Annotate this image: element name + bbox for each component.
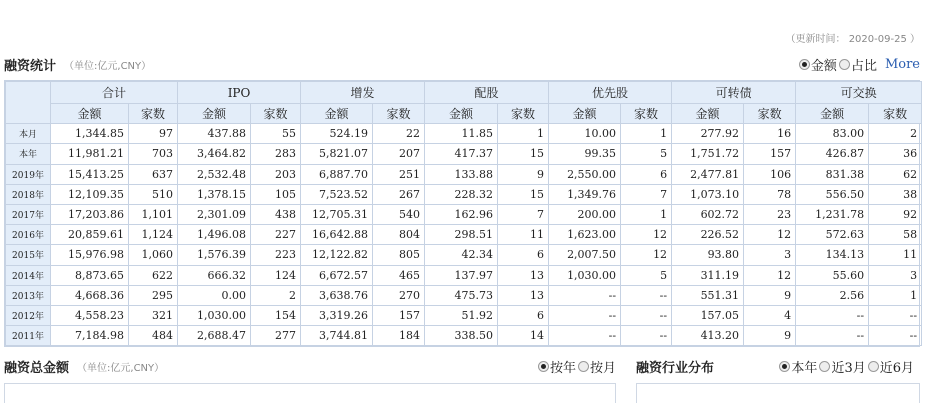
cell-amount: 551.31 bbox=[672, 285, 744, 305]
cell-count: 4 bbox=[744, 305, 796, 325]
table-row bbox=[6, 164, 922, 184]
cell-amount: 602.72 bbox=[672, 204, 744, 224]
sub-header-amount: 金额 bbox=[796, 104, 869, 124]
cell-amount: 1,030.00 bbox=[178, 305, 251, 325]
cell-count: 7 bbox=[498, 204, 549, 224]
cell-amount: 137.97 bbox=[425, 265, 498, 285]
radio-last-6m-label[interactable]: 近6月 bbox=[879, 361, 914, 376]
radio-ratio[interactable] bbox=[839, 59, 850, 70]
radio-ratio-label[interactable]: 占比 bbox=[850, 59, 877, 74]
cell-count: 11 bbox=[498, 225, 549, 245]
row-label: 2014年 bbox=[6, 265, 51, 285]
cell-count: 92 bbox=[869, 204, 922, 224]
cell-count: 157 bbox=[373, 305, 425, 325]
cell-amount: 7,184.98 bbox=[51, 326, 129, 346]
cell-count: 267 bbox=[373, 184, 425, 204]
cell-amount: 133.88 bbox=[425, 164, 498, 184]
cell-amount: -- bbox=[796, 305, 869, 325]
cell-count: 805 bbox=[373, 245, 425, 265]
total-toggle bbox=[538, 357, 618, 376]
cell-amount: 5,821.07 bbox=[301, 144, 373, 164]
cell-count: 13 bbox=[498, 265, 549, 285]
cell-amount: 426.87 bbox=[796, 144, 869, 164]
cell-amount: 93.80 bbox=[672, 245, 744, 265]
cell-count: 9 bbox=[744, 285, 796, 305]
cell-amount: 3,319.26 bbox=[301, 305, 373, 325]
cell-count: 465 bbox=[373, 265, 425, 285]
sub-header-amount: 金额 bbox=[425, 104, 498, 124]
cell-amount: 1,030.00 bbox=[549, 265, 621, 285]
industry-chart-panel bbox=[636, 383, 920, 403]
cell-count: 15 bbox=[498, 144, 549, 164]
cell-amount: 11,981.21 bbox=[51, 144, 129, 164]
cell-amount: 157.05 bbox=[672, 305, 744, 325]
cell-amount: 338.50 bbox=[425, 326, 498, 346]
cell-count: 5 bbox=[621, 144, 672, 164]
sub-header-count: 家数 bbox=[129, 104, 178, 124]
cell-count: 13 bbox=[498, 285, 549, 305]
cell-amount: 226.52 bbox=[672, 225, 744, 245]
cell-amount: 1,576.39 bbox=[178, 245, 251, 265]
cell-amount: 417.37 bbox=[425, 144, 498, 164]
row-label: 2011年 bbox=[6, 326, 51, 346]
cell-amount: 298.51 bbox=[425, 225, 498, 245]
cell-count: 283 bbox=[251, 144, 301, 164]
table-row bbox=[6, 204, 922, 224]
cell-amount: 1,378.15 bbox=[178, 184, 251, 204]
cell-count: 124 bbox=[251, 265, 301, 285]
cell-count: 1 bbox=[869, 285, 922, 305]
group-header: 配股 bbox=[425, 82, 549, 104]
cell-count: 12 bbox=[621, 245, 672, 265]
group-header: 可转债 bbox=[672, 82, 796, 104]
cell-amount: 1,231.78 bbox=[796, 204, 869, 224]
industry-title: 融资行业分布 bbox=[636, 360, 715, 376]
row-label: 2016年 bbox=[6, 225, 51, 245]
cell-amount: 2,301.09 bbox=[178, 204, 251, 224]
cell-count: 510 bbox=[129, 184, 178, 204]
stats-unit: （单位:亿元,CNY） bbox=[64, 60, 152, 72]
cell-count: 97 bbox=[129, 124, 178, 144]
cell-amount: 51.92 bbox=[425, 305, 498, 325]
cell-amount: 99.35 bbox=[549, 144, 621, 164]
cell-amount: 4,558.23 bbox=[51, 305, 129, 325]
cell-amount: 1,344.85 bbox=[51, 124, 129, 144]
cell-amount: 666.32 bbox=[178, 265, 251, 285]
sub-header-amount: 金额 bbox=[301, 104, 373, 124]
industry-toggle bbox=[779, 357, 916, 376]
cell-count: 804 bbox=[373, 225, 425, 245]
cell-amount: 15,413.25 bbox=[51, 164, 129, 184]
cell-amount: 1,349.76 bbox=[549, 184, 621, 204]
cell-amount: 831.38 bbox=[796, 164, 869, 184]
cell-count: 637 bbox=[129, 164, 178, 184]
cell-count: 1,124 bbox=[129, 225, 178, 245]
table-corner bbox=[6, 82, 51, 124]
table-row bbox=[6, 285, 922, 305]
total-unit: （单位:亿元,CNY） bbox=[77, 362, 165, 374]
cell-amount: 12,705.31 bbox=[301, 204, 373, 224]
cell-amount: 6,672.57 bbox=[301, 265, 373, 285]
group-header: 增发 bbox=[301, 82, 425, 104]
cell-amount: 3,464.82 bbox=[178, 144, 251, 164]
cell-amount: -- bbox=[549, 305, 621, 325]
cell-count: 270 bbox=[373, 285, 425, 305]
cell-amount: 2,688.47 bbox=[178, 326, 251, 346]
cell-amount: 3,744.81 bbox=[301, 326, 373, 346]
cell-count: 438 bbox=[251, 204, 301, 224]
cell-amount: 6,887.70 bbox=[301, 164, 373, 184]
cell-count: 15 bbox=[498, 184, 549, 204]
row-label: 2017年 bbox=[6, 204, 51, 224]
sub-header-count: 家数 bbox=[869, 104, 922, 124]
cell-count: 62 bbox=[869, 164, 922, 184]
sub-header-count: 家数 bbox=[621, 104, 672, 124]
cell-count: 703 bbox=[129, 144, 178, 164]
cell-amount: 2.56 bbox=[796, 285, 869, 305]
cell-amount: 277.92 bbox=[672, 124, 744, 144]
cell-count: 622 bbox=[129, 265, 178, 285]
cell-amount: 12,122.82 bbox=[301, 245, 373, 265]
cell-amount: 2,532.48 bbox=[178, 164, 251, 184]
cell-amount: 556.50 bbox=[796, 184, 869, 204]
radio-amount[interactable] bbox=[799, 59, 810, 70]
radio-by-year-label[interactable]: 按年 bbox=[550, 361, 577, 376]
cell-amount: 2,477.81 bbox=[672, 164, 744, 184]
cell-amount: 0.00 bbox=[178, 285, 251, 305]
cell-amount: 10.00 bbox=[549, 124, 621, 144]
cell-amount: 7,523.52 bbox=[301, 184, 373, 204]
cell-amount: 200.00 bbox=[549, 204, 621, 224]
cell-count: 203 bbox=[251, 164, 301, 184]
more-link[interactable]: More bbox=[884, 57, 920, 72]
cell-count: 484 bbox=[129, 326, 178, 346]
cell-amount: 8,873.65 bbox=[51, 265, 129, 285]
cell-count: 106 bbox=[744, 164, 796, 184]
cell-count: 154 bbox=[251, 305, 301, 325]
sub-header-count: 家数 bbox=[498, 104, 549, 124]
cell-count: 12 bbox=[744, 265, 796, 285]
cell-count: 55 bbox=[251, 124, 301, 144]
cell-count: 7 bbox=[621, 184, 672, 204]
cell-amount: 311.19 bbox=[672, 265, 744, 285]
cell-amount: 1,751.72 bbox=[672, 144, 744, 164]
cell-amount: 17,203.86 bbox=[51, 204, 129, 224]
total-header bbox=[4, 356, 164, 376]
cell-count: 223 bbox=[251, 245, 301, 265]
cell-amount: 20,859.61 bbox=[51, 225, 129, 245]
sub-header-count: 家数 bbox=[251, 104, 301, 124]
row-label: 本月 bbox=[6, 124, 51, 144]
sub-header-amount: 金额 bbox=[549, 104, 621, 124]
cell-amount: 15,976.98 bbox=[51, 245, 129, 265]
cell-amount: 12,109.35 bbox=[51, 184, 129, 204]
cell-count: 1,060 bbox=[129, 245, 178, 265]
cell-count: -- bbox=[869, 305, 922, 325]
sub-header-count: 家数 bbox=[744, 104, 796, 124]
cell-count: 251 bbox=[373, 164, 425, 184]
cell-amount: 134.13 bbox=[796, 245, 869, 265]
group-header: 优先股 bbox=[549, 82, 672, 104]
stats-table bbox=[4, 80, 920, 347]
cell-amount: 83.00 bbox=[796, 124, 869, 144]
cell-count: 38 bbox=[869, 184, 922, 204]
row-label: 2019年 bbox=[6, 164, 51, 184]
cell-amount: -- bbox=[549, 285, 621, 305]
table-row bbox=[6, 184, 922, 204]
cell-count: 1 bbox=[621, 124, 672, 144]
row-label: 2018年 bbox=[6, 184, 51, 204]
cell-count: 6 bbox=[621, 164, 672, 184]
row-label: 2013年 bbox=[6, 285, 51, 305]
cell-amount: 437.88 bbox=[178, 124, 251, 144]
cell-count: 1 bbox=[498, 124, 549, 144]
cell-amount: 413.20 bbox=[672, 326, 744, 346]
cell-amount: -- bbox=[796, 326, 869, 346]
cell-count: 184 bbox=[373, 326, 425, 346]
cell-count: 11 bbox=[869, 245, 922, 265]
cell-count: 9 bbox=[498, 164, 549, 184]
cell-amount: 16,642.88 bbox=[301, 225, 373, 245]
table-row bbox=[6, 144, 922, 164]
cell-amount: 2,550.00 bbox=[549, 164, 621, 184]
total-chart-panel bbox=[4, 383, 616, 403]
cell-count: 227 bbox=[251, 225, 301, 245]
cell-count: 540 bbox=[373, 204, 425, 224]
radio-last-3m[interactable] bbox=[819, 361, 830, 372]
cell-count: 3 bbox=[869, 265, 922, 285]
table-row bbox=[6, 326, 922, 346]
radio-this-year[interactable] bbox=[779, 361, 790, 372]
row-label: 2012年 bbox=[6, 305, 51, 325]
cell-count: 295 bbox=[129, 285, 178, 305]
stats-header bbox=[4, 54, 151, 74]
industry-header bbox=[636, 356, 714, 376]
cell-count: 9 bbox=[744, 326, 796, 346]
cell-count: 3 bbox=[744, 245, 796, 265]
cell-amount: 1,623.00 bbox=[549, 225, 621, 245]
cell-count: 58 bbox=[869, 225, 922, 245]
cell-count: 157 bbox=[744, 144, 796, 164]
sub-header-amount: 金额 bbox=[178, 104, 251, 124]
table-row bbox=[6, 124, 922, 144]
cell-amount: 162.96 bbox=[425, 204, 498, 224]
cell-count: -- bbox=[621, 305, 672, 325]
cell-amount: 524.19 bbox=[301, 124, 373, 144]
cell-count: 36 bbox=[869, 144, 922, 164]
group-header: 合计 bbox=[51, 82, 178, 104]
cell-count: 22 bbox=[373, 124, 425, 144]
sub-header-amount: 金额 bbox=[672, 104, 744, 124]
cell-count: 277 bbox=[251, 326, 301, 346]
cell-count: -- bbox=[869, 326, 922, 346]
cell-count: 2 bbox=[869, 124, 922, 144]
cell-amount: 4,668.36 bbox=[51, 285, 129, 305]
cell-count: -- bbox=[621, 326, 672, 346]
table-row bbox=[6, 245, 922, 265]
table-row bbox=[6, 265, 922, 285]
cell-count: 105 bbox=[251, 184, 301, 204]
total-title: 融资总金额 bbox=[4, 360, 70, 376]
cell-count: 5 bbox=[621, 265, 672, 285]
update-time: （更新时间： 2020-09-25 ） bbox=[785, 34, 920, 45]
cell-count: 1,101 bbox=[129, 204, 178, 224]
radio-this-year-label[interactable]: 本年 bbox=[791, 361, 818, 376]
cell-amount: 1,073.10 bbox=[672, 184, 744, 204]
cell-amount: 475.73 bbox=[425, 285, 498, 305]
cell-count: 12 bbox=[744, 225, 796, 245]
row-label: 本年 bbox=[6, 144, 51, 164]
cell-count: 78 bbox=[744, 184, 796, 204]
cell-amount: -- bbox=[549, 326, 621, 346]
cell-amount: 11.85 bbox=[425, 124, 498, 144]
cell-count: 12 bbox=[621, 225, 672, 245]
cell-amount: 1,496.08 bbox=[178, 225, 251, 245]
cell-count: -- bbox=[621, 285, 672, 305]
group-header: IPO bbox=[178, 82, 301, 104]
cell-count: 6 bbox=[498, 245, 549, 265]
cell-amount: 55.60 bbox=[796, 265, 869, 285]
cell-amount: 42.34 bbox=[425, 245, 498, 265]
radio-amount-label[interactable]: 金额 bbox=[810, 59, 837, 74]
cell-count: 2 bbox=[251, 285, 301, 305]
cell-amount: 572.63 bbox=[796, 225, 869, 245]
row-label: 2015年 bbox=[6, 245, 51, 265]
group-header: 可交换 bbox=[796, 82, 922, 104]
cell-count: 6 bbox=[498, 305, 549, 325]
cell-amount: 228.32 bbox=[425, 184, 498, 204]
stats-title: 融资统计 bbox=[4, 58, 57, 74]
table-row bbox=[6, 225, 922, 245]
sub-header-count: 家数 bbox=[373, 104, 425, 124]
cell-amount: 3,638.76 bbox=[301, 285, 373, 305]
cell-count: 16 bbox=[744, 124, 796, 144]
cell-amount: 2,007.50 bbox=[549, 245, 621, 265]
cell-count: 207 bbox=[373, 144, 425, 164]
radio-by-month[interactable] bbox=[578, 361, 589, 372]
radio-by-year[interactable] bbox=[538, 361, 549, 372]
radio-by-month-label[interactable]: 按月 bbox=[590, 361, 617, 376]
cell-count: 23 bbox=[744, 204, 796, 224]
stats-toggle bbox=[799, 55, 920, 74]
table-row bbox=[6, 305, 922, 325]
radio-last-6m[interactable] bbox=[868, 361, 879, 372]
cell-count: 14 bbox=[498, 326, 549, 346]
cell-count: 1 bbox=[621, 204, 672, 224]
sub-header-amount: 金额 bbox=[51, 104, 129, 124]
cell-count: 321 bbox=[129, 305, 178, 325]
radio-last-3m-label[interactable]: 近3月 bbox=[831, 361, 866, 376]
